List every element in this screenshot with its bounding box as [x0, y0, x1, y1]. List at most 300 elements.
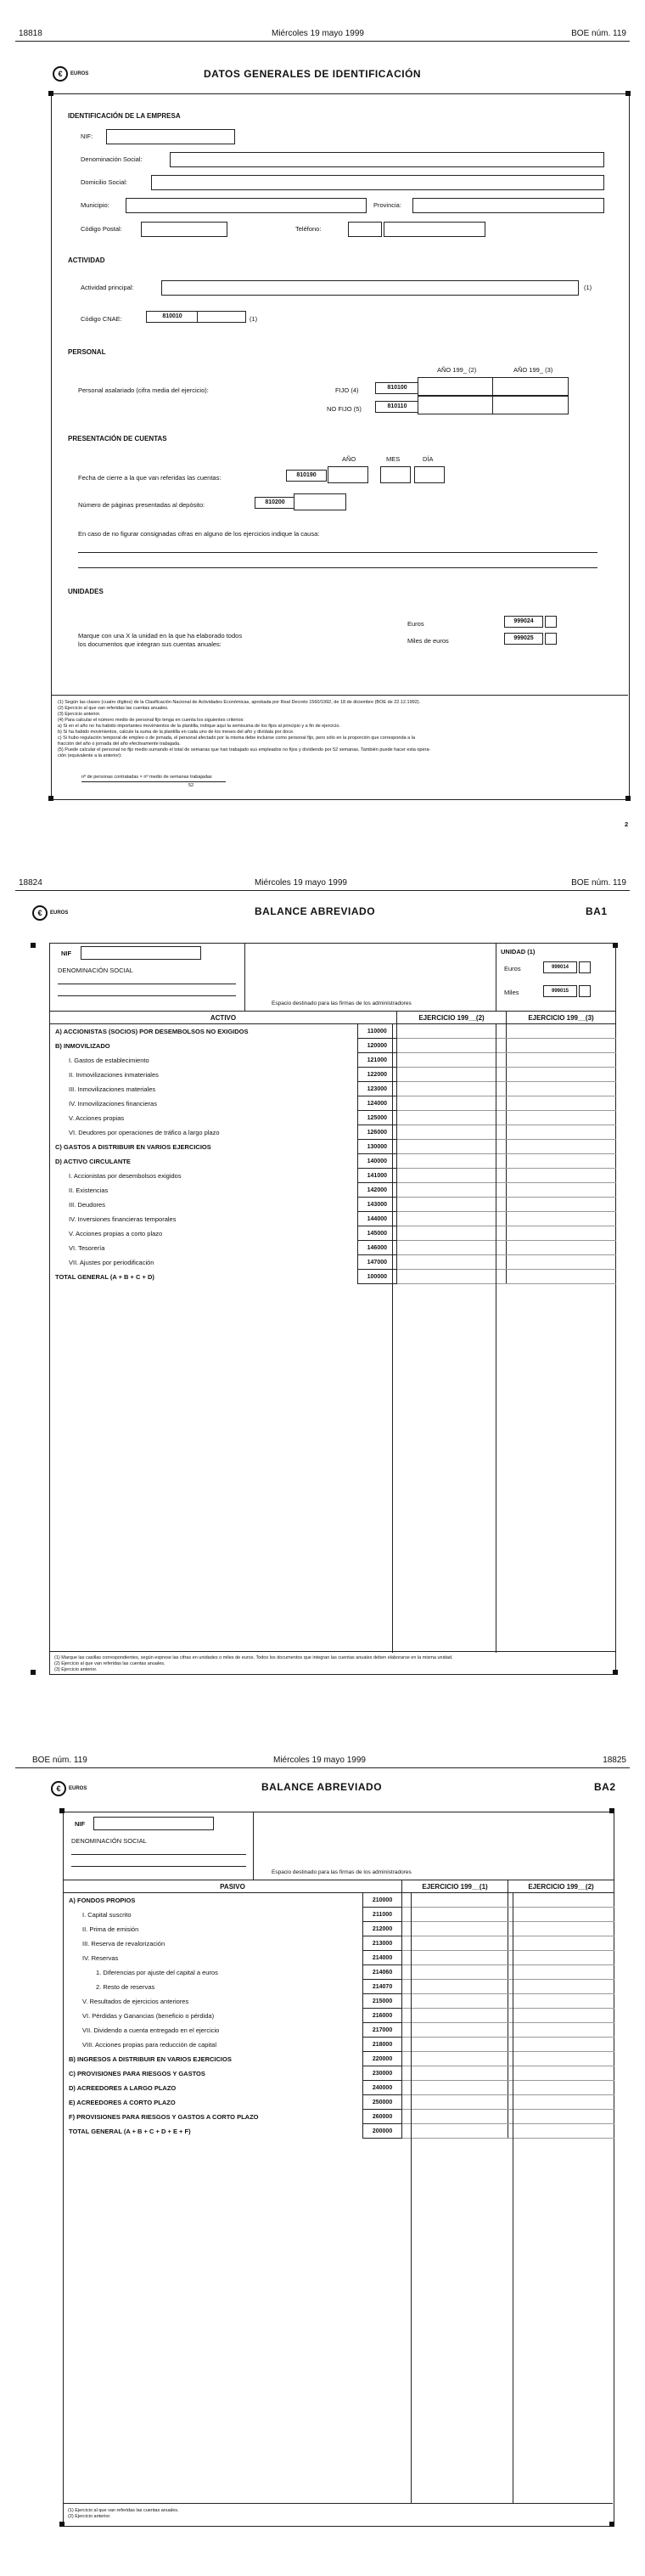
row-label: V. Acciones propias a corto plazo [50, 1226, 358, 1241]
footnote: (1) Marque las casillas correspondientes, según exprese las cifras en unidades o miles de euros. Todos los documentos que integran las cuentas anuales deben elaborarse en la misma unidad. [54, 1655, 453, 1660]
value-cell-ejercicio-1[interactable] [402, 2009, 508, 2023]
row-code: 215000 [363, 1994, 402, 2009]
value-cell-ejercicio-1[interactable] [397, 1082, 507, 1096]
page-header [0, 1756, 645, 1769]
row-code: 250000 [363, 2095, 402, 2110]
row-code: 218000 [363, 2038, 402, 2052]
value-cell-ejercicio-2[interactable] [508, 1893, 614, 1908]
euro-logo [53, 66, 88, 82]
corner-mark [48, 91, 53, 96]
value-cell-ejercicio-2[interactable] [507, 1039, 616, 1053]
col-ejercicio-2: EJERCICIO 199__(3) [507, 1012, 616, 1024]
value-cell-ejercicio-2[interactable] [507, 1140, 616, 1154]
row-code: 124000 [357, 1096, 396, 1111]
codigo-postal-field[interactable] [141, 222, 227, 237]
value-cell-ejercicio-2[interactable] [508, 2052, 614, 2066]
row-label: II. Inmovilizaciones inmateriales [50, 1068, 358, 1082]
value-cell-ejercicio-2[interactable] [508, 1922, 614, 1936]
header-left: 18824 [19, 878, 42, 888]
value-cell-ejercicio-2[interactable] [508, 2009, 614, 2023]
euros-label: Euros [504, 965, 521, 972]
value-cell-ejercicio-2[interactable] [508, 2124, 614, 2139]
footnote: (5) Puede calcular el personal no fijo medio sumando el total de semanas que han trabajado sus empleados no fijos y dividiendo por 52 semanas. También puede hacer esta opera- [58, 747, 431, 753]
footnote: (1) Según las clases (cuatro dígitos) de la Clasificación Nacional de Actividades Económicas, aprobada por Real Decreto 1560/1992, de 18 de diciembre (BOE de 22.12.1992). [58, 700, 421, 705]
logo-text: EUROS [69, 1786, 87, 1791]
denominacion-label: Denominación Social: [81, 155, 143, 163]
cnae-ref: (1) [250, 315, 258, 323]
row-code: 120000 [357, 1039, 396, 1053]
value-cell-ejercicio-2[interactable] [507, 1255, 616, 1270]
miles-label: Miles de euros [407, 637, 449, 645]
balance-row [50, 1270, 616, 1284]
balance-row [64, 2066, 614, 2081]
value-cell-ejercicio-2[interactable] [507, 1125, 616, 1140]
nif-field[interactable] [81, 946, 201, 960]
euros-label: Euros [407, 620, 424, 628]
anio-label: AÑO [342, 455, 356, 463]
balance-row [64, 2081, 614, 2095]
row-label: D) ACREEDORES A LARGO PLAZO [64, 2081, 363, 2095]
footnote: (4) Para calcular el número medio de personal fijo tenga en cuenta los siguientes criterios: [58, 718, 244, 723]
value-cell-ejercicio-1[interactable] [402, 1922, 508, 1936]
fijo-year1-field[interactable] [418, 377, 494, 396]
nif-label: NIF: [81, 132, 93, 140]
footnote: ción (equivalente a la anterior): [58, 753, 122, 758]
balance-row [50, 1068, 616, 1082]
corner-mark [31, 1670, 36, 1675]
balance-row [64, 2023, 614, 2038]
value-cell-ejercicio-2[interactable] [507, 1068, 616, 1082]
footnote: (3) Ejercicio anterior. [54, 1667, 98, 1672]
row-code: 212000 [363, 1922, 402, 1936]
balance-row [50, 1111, 616, 1125]
corner-mark [613, 1670, 618, 1675]
row-label: I. Accionistas por desembolsos exigidos [50, 1169, 358, 1183]
value-cell-ejercicio-2[interactable] [507, 1198, 616, 1212]
footnote: b) Si ha habido movimientos, calcule la suma de la plantilla en cada uno de los meses del año y divídala por doce. [58, 730, 294, 735]
page-title: BALANCE ABREVIADO [261, 1781, 383, 1793]
nif-field[interactable] [93, 1817, 214, 1830]
balance-row [64, 2052, 614, 2066]
miles-code: 999025 [504, 633, 543, 645]
page-title: BALANCE ABREVIADO [255, 905, 376, 917]
row-code: 216000 [363, 2009, 402, 2023]
row-code: 123000 [357, 1082, 396, 1096]
section-identificacion: IDENTIFICACIÓN DE LA EMPRESA [68, 112, 181, 120]
euro-icon: € [53, 66, 68, 82]
value-cell-ejercicio-1[interactable] [402, 1936, 508, 1951]
row-label: B) INGRESOS A DISTRIBUIR EN VARIOS EJERCICIOS [64, 2052, 363, 2066]
balance-row [50, 1125, 616, 1140]
row-label: VI. Tesorería [50, 1241, 358, 1255]
footnote: (1) Ejercicio al que van referidas las cuentas anuales. [68, 2508, 179, 2513]
balance-row [64, 1922, 614, 1936]
denominacion-field[interactable] [170, 152, 604, 167]
row-code: 147000 [357, 1255, 396, 1270]
value-cell-ejercicio-1[interactable] [402, 1908, 508, 1922]
header-left: BOE núm. 119 [32, 1756, 87, 1765]
row-label: F) PROVISIONES PARA RIESGOS Y GASTOS A CORTO PLAZO [64, 2110, 363, 2124]
balance-row [50, 1154, 616, 1169]
value-cell-ejercicio-1[interactable] [402, 1893, 508, 1908]
domicilio-field[interactable] [151, 175, 604, 190]
firmas-label: Espacio destinado para las firmas de los administradores [272, 1001, 412, 1006]
value-cell-ejercicio-2[interactable] [507, 1111, 616, 1125]
value-cell-ejercicio-1[interactable] [397, 1039, 507, 1053]
corner-mark [613, 943, 618, 948]
value-cell-ejercicio-1[interactable] [402, 2095, 508, 2110]
fecha-anio-field[interactable] [328, 466, 368, 483]
row-label: B) INMOVILIZADO [50, 1039, 358, 1053]
telefono-prefix-field[interactable] [348, 222, 382, 237]
miles-label: Miles [504, 989, 519, 996]
value-cell-ejercicio-2[interactable] [508, 2081, 614, 2095]
value-cell-ejercicio-1[interactable] [402, 2052, 508, 2066]
section-actividad: ACTIVIDAD [68, 256, 105, 264]
value-cell-ejercicio-1[interactable] [402, 1980, 508, 1994]
row-label: 2. Resto de reservas [64, 1980, 363, 1994]
value-cell-ejercicio-2[interactable] [507, 1082, 616, 1096]
nofijo-label: NO FIJO (5) [327, 405, 362, 413]
row-code: 211000 [363, 1908, 402, 1922]
actividad-principal-field[interactable] [161, 280, 579, 296]
value-cell-ejercicio-2[interactable] [507, 1226, 616, 1241]
row-label: II. Existencias [50, 1183, 358, 1198]
value-cell-ejercicio-1[interactable] [397, 1111, 507, 1125]
value-cell-ejercicio-1[interactable] [402, 2023, 508, 2038]
row-label: VI. Deudores por operaciones de tráfico a largo plazo [50, 1125, 358, 1140]
value-cell-ejercicio-1[interactable] [402, 2066, 508, 2081]
row-code: 141000 [357, 1169, 396, 1183]
balance-row [64, 1994, 614, 2009]
header-right: BOE núm. 119 [571, 878, 626, 888]
fecha-dia-field[interactable] [414, 466, 445, 483]
row-label: IV. Reservas [64, 1951, 363, 1965]
value-cell-ejercicio-1[interactable] [397, 1241, 507, 1255]
page-number: 2 [625, 820, 629, 828]
footnote: (2) Ejercicio anterior. [68, 2514, 111, 2519]
value-cell-ejercicio-2[interactable] [508, 2095, 614, 2110]
denominacion-label: DENOMINACIÓN SOCIAL [71, 1837, 147, 1845]
personal-col1: AÑO 199_ (2) [437, 366, 477, 374]
row-label: V. Resultados de ejercicios anteriores [64, 1994, 363, 2009]
codigo-postal-label: Código Postal: [81, 225, 122, 233]
row-label: II. Prima de emisión [64, 1922, 363, 1936]
row-label: C) GASTOS A DISTRIBUIR EN VARIOS EJERCICIOS [50, 1140, 358, 1154]
page-title: DATOS GENERALES DE IDENTIFICACIÓN [204, 68, 422, 80]
fijo-year2-field[interactable] [492, 377, 569, 396]
row-code: 110000 [357, 1024, 396, 1039]
miles-checkbox[interactable] [579, 985, 591, 997]
value-cell-ejercicio-2[interactable] [508, 1951, 614, 1965]
row-code: 214070 [363, 1980, 402, 1994]
actividad-ref: (1) [584, 284, 592, 291]
row-code: 210000 [363, 1893, 402, 1908]
row-label: E) ACREEDORES A CORTO PLAZO [64, 2095, 363, 2110]
balance-row [50, 1096, 616, 1111]
value-cell-ejercicio-1[interactable] [397, 1270, 507, 1284]
row-code: 230000 [363, 2066, 402, 2081]
corner-mark [625, 796, 631, 801]
miles-checkbox[interactable] [545, 633, 557, 645]
corner-mark [609, 1808, 614, 1813]
nofijo-year2-field[interactable] [492, 396, 569, 414]
value-cell-ejercicio-2[interactable] [507, 1053, 616, 1068]
col-pasivo: PASIVO [64, 1880, 402, 1893]
row-label: VIII. Acciones propias para reducción de capital [64, 2038, 363, 2052]
balance-pasivo-table [63, 1880, 614, 2139]
header-rule [15, 1767, 630, 1768]
section-unidades: UNIDADES [68, 588, 104, 595]
balance-row [50, 1039, 616, 1053]
fecha-mes-field[interactable] [380, 466, 411, 483]
row-label: V. Acciones propias [50, 1111, 358, 1125]
page-balance-activo [0, 849, 645, 1699]
value-cell-ejercicio-1[interactable] [402, 2081, 508, 2095]
row-label: 1. Diferencias por ajuste del capital a euros [64, 1965, 363, 1980]
value-cell-ejercicio-1[interactable] [397, 1024, 507, 1039]
municipio-label: Municipio: [81, 201, 109, 209]
row-code: 140000 [357, 1154, 396, 1169]
row-code: 130000 [357, 1140, 396, 1154]
causa-line [78, 567, 597, 568]
balance-row [64, 1893, 614, 1908]
value-cell-ejercicio-1[interactable] [402, 1965, 508, 1980]
euros-checkbox[interactable] [545, 616, 557, 628]
formula-numerator: nº de personas contratadas × nº medio de semanas trabajadas [81, 775, 212, 780]
footnote: (2) Ejercicio al que van referidas las cuentas anuales. [58, 706, 169, 711]
header-center: Miércoles 19 mayo 1999 [272, 29, 364, 38]
footnote: (2) Ejercicio al que van referidas las cuentas anuales. [54, 1661, 165, 1666]
telefono-field[interactable] [384, 222, 485, 237]
balance-row [64, 2038, 614, 2052]
value-cell-ejercicio-2[interactable] [508, 1980, 614, 1994]
balance-row [50, 1082, 616, 1096]
corner-mark [31, 943, 36, 948]
section-personal: PERSONAL [68, 348, 106, 356]
row-code: 100000 [357, 1270, 396, 1284]
row-label: IV. Inversiones financieras temporales [50, 1212, 358, 1226]
paginas-field[interactable] [294, 493, 346, 510]
value-cell-ejercicio-1[interactable] [402, 2110, 508, 2124]
balance-row [50, 1140, 616, 1154]
row-code: 220000 [363, 2052, 402, 2066]
balance-row [64, 2124, 614, 2139]
value-cell-ejercicio-2[interactable] [507, 1212, 616, 1226]
value-cell-ejercicio-2[interactable] [507, 1024, 616, 1039]
value-cell-ejercicio-2[interactable] [507, 1183, 616, 1198]
euro-logo [32, 905, 68, 921]
nif-label: NIF [61, 950, 72, 957]
firmas-label: Espacio destinado para las firmas de los administradores [272, 1869, 412, 1875]
value-cell-ejercicio-2[interactable] [507, 1241, 616, 1255]
value-cell-ejercicio-1[interactable] [397, 1068, 507, 1082]
dia-label: DÍA [423, 455, 434, 463]
unidades-text: Marque con una X la unidad en la que ha elaborado todos [78, 632, 243, 640]
causa-line [78, 552, 597, 553]
balance-row [50, 1024, 616, 1039]
footnote: fracción del año o jornada del año efectivamente trabajada. [58, 741, 181, 747]
row-code: 260000 [363, 2110, 402, 2124]
balance-row [64, 2095, 614, 2110]
nif-field[interactable] [106, 129, 235, 144]
row-code: 214060 [363, 1965, 402, 1980]
cnae-label: Código CNAE: [81, 315, 122, 323]
page-header [0, 29, 645, 42]
formula-rule [81, 781, 226, 782]
balance-row [50, 1241, 616, 1255]
row-label: III. Reserva de revalorización [64, 1936, 363, 1951]
paginas-label: Número de páginas presentadas al depósito: [78, 501, 205, 509]
denominacion-line [71, 1866, 246, 1867]
value-cell-ejercicio-2[interactable] [508, 2038, 614, 2052]
domicilio-label: Domicilio Social: [81, 178, 128, 186]
header-left: 18818 [19, 29, 42, 38]
fecha-cierre-label: Fecha de cierre a la que van referidas las cuentas: [78, 474, 222, 482]
value-cell-ejercicio-1[interactable] [397, 1096, 507, 1111]
value-cell-ejercicio-2[interactable] [508, 2023, 614, 2038]
header-right: BOE núm. 119 [571, 29, 626, 38]
value-cell-ejercicio-1[interactable] [397, 1183, 507, 1198]
euros-code: 999024 [504, 616, 543, 628]
corner-mark [609, 2522, 614, 2527]
value-cell-ejercicio-1[interactable] [402, 2038, 508, 2052]
value-cell-ejercicio-1[interactable] [397, 1255, 507, 1270]
row-code: 121000 [357, 1053, 396, 1068]
row-label: D) ACTIVO CIRCULANTE [50, 1154, 358, 1169]
cnae-code: 810010 [146, 311, 199, 323]
balance-row [50, 1169, 616, 1183]
value-cell-ejercicio-1[interactable] [402, 1994, 508, 2009]
col-ejercicio-1: EJERCICIO 199__(1) [402, 1880, 508, 1893]
actividad-principal-label: Actividad principal: [81, 284, 134, 291]
value-cell-ejercicio-2[interactable] [507, 1154, 616, 1169]
formula-denominator: 52 [188, 783, 194, 788]
value-cell-ejercicio-1[interactable] [397, 1212, 507, 1226]
euro-icon: € [32, 905, 48, 921]
balance-row [50, 1183, 616, 1198]
value-cell-ejercicio-1[interactable] [402, 1951, 508, 1965]
row-label: C) PROVISIONES PARA RIESGOS Y GASTOS [64, 2066, 363, 2081]
value-cell-ejercicio-2[interactable] [507, 1096, 616, 1111]
balance-row [50, 1053, 616, 1068]
value-cell-ejercicio-1[interactable] [397, 1226, 507, 1241]
value-cell-ejercicio-1[interactable] [397, 1140, 507, 1154]
row-label: TOTAL GENERAL (A + B + C + D) [50, 1270, 358, 1284]
row-label: III. Deudores [50, 1198, 358, 1212]
fecha-code: 810190 [286, 470, 327, 482]
balance-row [64, 1908, 614, 1922]
value-cell-ejercicio-1[interactable] [402, 2124, 508, 2139]
value-cell-ejercicio-1[interactable] [397, 1154, 507, 1169]
row-label: I. Gastos de establecimiento [50, 1053, 358, 1068]
unidad-label: UNIDAD (1) [501, 948, 536, 955]
row-label: VI. Pérdidas y Ganancias (beneficio o pérdida) [64, 2009, 363, 2023]
euros-checkbox[interactable] [579, 961, 591, 973]
row-code: 143000 [357, 1198, 396, 1212]
balance-row [50, 1255, 616, 1270]
divider [253, 1812, 254, 1880]
section-cuentas: PRESENTACIÓN DE CUENTAS [68, 435, 167, 442]
page-datos-generales [0, 0, 645, 849]
value-cell-ejercicio-2[interactable] [508, 2110, 614, 2124]
column-line [411, 1893, 412, 2503]
row-label: I. Capital suscrito [64, 1908, 363, 1922]
row-label: TOTAL GENERAL (A + B + C + D + E + F) [64, 2124, 363, 2139]
row-label: III. Inmovilizaciones materiales [50, 1082, 358, 1096]
header-center: Miércoles 19 mayo 1999 [273, 1756, 366, 1765]
value-cell-ejercicio-2[interactable] [507, 1270, 616, 1284]
value-cell-ejercicio-1[interactable] [397, 1053, 507, 1068]
balance-row [64, 1951, 614, 1965]
header-rule [15, 890, 630, 891]
form-code: BA1 [586, 905, 608, 917]
nif-label: NIF [75, 1820, 86, 1828]
balance-row [50, 1212, 616, 1226]
notes-rule [63, 2503, 613, 2504]
notes-rule [51, 695, 628, 696]
row-code: 240000 [363, 2081, 402, 2095]
nofijo-code: 810110 [375, 401, 419, 413]
corner-mark [59, 1808, 64, 1813]
row-code: 126000 [357, 1125, 396, 1140]
footnote: c) Si hubo regulación temporal de empleo o de jornada, el personal afectado por la misma debe incluirse como personal fijo, pero sólo en la proporción que corresponda a la [58, 736, 415, 741]
municipio-field[interactable] [126, 198, 367, 213]
corner-mark [625, 91, 631, 96]
row-code: 145000 [357, 1226, 396, 1241]
value-cell-ejercicio-1[interactable] [397, 1198, 507, 1212]
value-cell-ejercicio-2[interactable] [507, 1169, 616, 1183]
cnae-field[interactable] [197, 311, 246, 323]
row-code: 125000 [357, 1111, 396, 1125]
notes-rule [49, 1651, 616, 1652]
divider [244, 943, 245, 1011]
row-code: 214000 [363, 1951, 402, 1965]
row-code: 144000 [357, 1212, 396, 1226]
provincia-field[interactable] [412, 198, 604, 213]
mes-label: MES [386, 455, 401, 463]
form-code: BA2 [594, 1781, 616, 1793]
value-cell-ejercicio-1[interactable] [397, 1169, 507, 1183]
value-cell-ejercicio-2[interactable] [508, 1965, 614, 1980]
header-right: 18825 [603, 1756, 626, 1765]
row-code: 122000 [357, 1068, 396, 1082]
row-code: 146000 [357, 1241, 396, 1255]
value-cell-ejercicio-2[interactable] [508, 2066, 614, 2081]
row-label: VII. Ajustes por periodificación [50, 1255, 358, 1270]
balance-row [64, 2110, 614, 2124]
value-cell-ejercicio-1[interactable] [397, 1125, 507, 1140]
value-cell-ejercicio-2[interactable] [508, 1908, 614, 1922]
footnote: a) Si en el año no ha habido importantes movimientos de la plantilla, indique aquí la semisuma de los fijos al principio y a fin de ejercicio. [58, 724, 340, 729]
provincia-label: Provincia: [373, 201, 401, 209]
footnote: (3) Ejercicio anterior. [58, 712, 101, 717]
page-balance-pasivo [0, 1727, 645, 2576]
nofijo-year1-field[interactable] [418, 396, 494, 414]
fijo-code: 810100 [375, 382, 419, 394]
balance-row [64, 1936, 614, 1951]
value-cell-ejercicio-2[interactable] [508, 1936, 614, 1951]
value-cell-ejercicio-2[interactable] [508, 1994, 614, 2009]
corner-mark [59, 2522, 64, 2527]
row-label: A) ACCIONISTAS (SOCIOS) POR DESEMBOLSOS NO EXIGIDOS [50, 1024, 358, 1039]
row-label: A) FONDOS PROPIOS [64, 1893, 363, 1908]
row-code: 217000 [363, 2023, 402, 2038]
personal-label: Personal asalariado (cifra media del ejercicio): [78, 386, 209, 394]
logo-text: EUROS [50, 910, 69, 916]
row-code: 200000 [363, 2124, 402, 2139]
euro-logo [51, 1781, 87, 1796]
